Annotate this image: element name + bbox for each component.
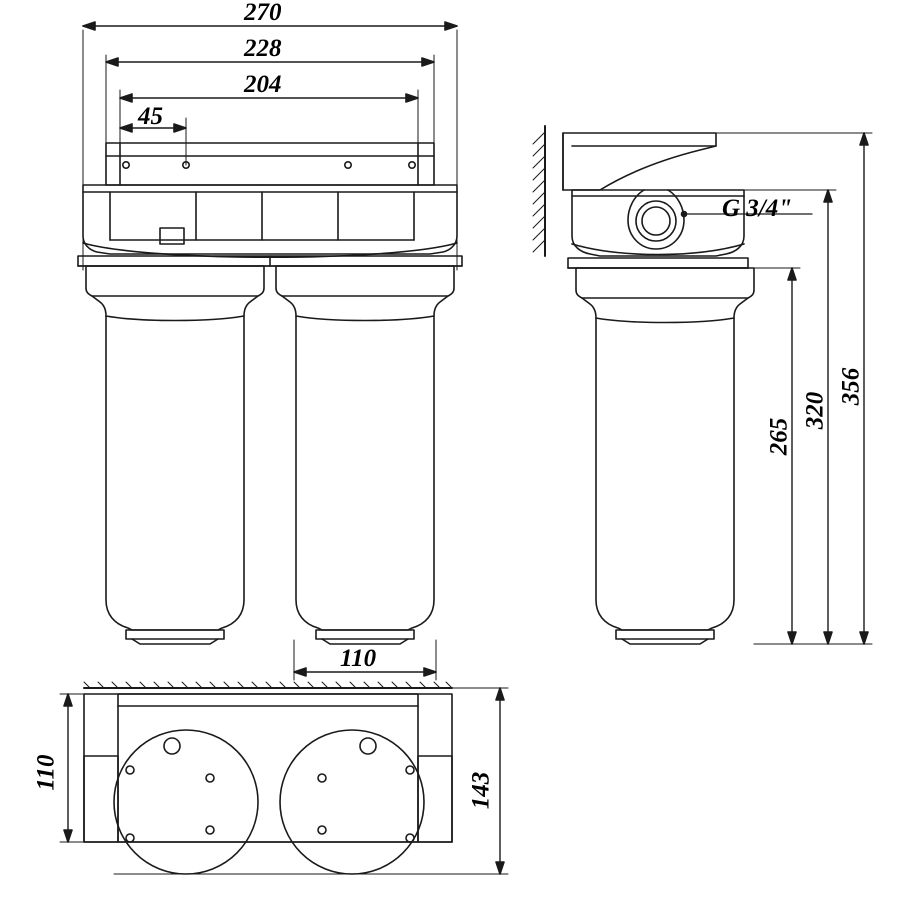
front-view-geometry: [78, 22, 462, 680]
dim-body-height-label: 320: [801, 391, 829, 430]
dim-bowl-diameter-label: 110: [340, 645, 377, 672]
dim-top-depth-outer-label: 143: [467, 771, 495, 810]
dim-mount-hole-offset-label: 45: [138, 103, 163, 130]
top-view-geometry: [60, 682, 508, 874]
dim-mount-hole-span-label: 204: [244, 71, 282, 98]
dim-overall-height-label: 356: [837, 367, 865, 406]
thread-callout-label: G 3/4": [722, 195, 793, 222]
side-view-geometry: [533, 126, 872, 644]
dim-bowl-height-label: 265: [765, 417, 793, 456]
dim-bracket-width-label: 228: [244, 35, 282, 62]
dim-top-depth-label: 110: [32, 754, 60, 791]
dim-overall-width-label: 270: [244, 0, 282, 26]
